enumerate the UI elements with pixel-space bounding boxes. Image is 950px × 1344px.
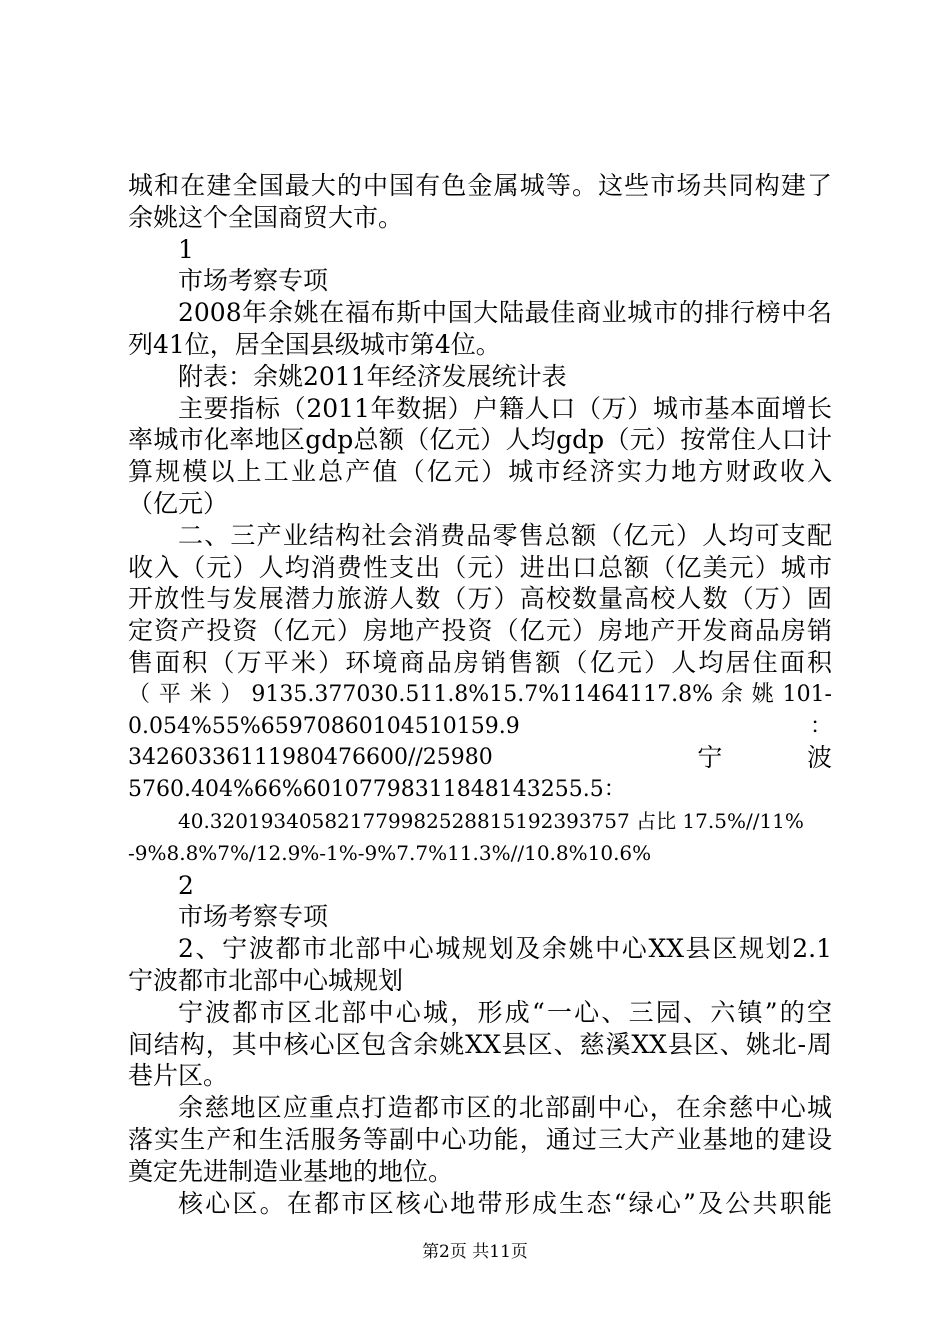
- text-line: 宁波都市区北部中心城，形成“一心、三园、六镇”的空: [178, 997, 832, 1027]
- data-line: 5760.404%66%60107798311848143255.5：: [128, 777, 626, 803]
- page-marker: 1: [178, 234, 194, 264]
- data-text: ：: [809, 713, 832, 739]
- text-line: 主要指标（2011年数据）户籍人口（万）城市基本面增长: [178, 393, 832, 423]
- data-text: 34260336111980476600//25980: [128, 745, 493, 771]
- page-marker: 2: [178, 870, 194, 900]
- section-header: 市场考察专项: [178, 902, 329, 932]
- data-line: 40.320193405821779982528815192393757 占比 17.5%//11%: [178, 808, 804, 833]
- text-line: 定资产投资（亿元）房地产投资（亿元）房地产开发商品房销: [128, 616, 832, 646]
- section-header: 市场考察专项: [178, 266, 329, 296]
- text-line: 宁波都市北部中心城规划: [128, 965, 404, 995]
- text-line: （亿元）: [128, 488, 229, 518]
- data-line: （ 平 米 ） 9135.377030.511.8%15.7%11464117.8% 余 姚 101-: [128, 681, 832, 707]
- text-line: 余姚这个全国商贸大市。: [128, 202, 404, 232]
- text-line: 收入（元）人均消费性支出（元）进出口总额（亿美元）城市: [128, 552, 832, 582]
- text-line: 列41位，居全国县级城市第4位。: [128, 329, 501, 359]
- data-line: -9%8.8%7%/12.9%-1%-9%7.7%11.3%//10.8%10.6%: [128, 840, 652, 865]
- text-line: 落实生产和生活服务等副中心功能，通过三大产业基地的建设: [128, 1124, 832, 1154]
- text-line: 巷片区。: [128, 1061, 229, 1091]
- text-line: 间结构，其中核心区包含余姚XX县区、慈溪XX县区、姚北-周: [128, 1029, 832, 1059]
- page-footer: 第2页 共11页: [422, 1242, 528, 1262]
- text-line: 奠定先进制造业基地的地位。: [128, 1156, 454, 1186]
- text-line: 城和在建全国最大的中国有色金属城等。这些市场共同构建了: [128, 171, 832, 200]
- text-line: 算规模以上工业总产值（亿元）城市经济实力地方财政收入: [128, 457, 832, 487]
- data-text: 波: [806, 743, 832, 773]
- text-line: 售面积（万平米）环境商品房销售额（亿元）人均居住面积: [128, 647, 832, 677]
- data-text: 0.054%55%65970860104510159.9: [128, 713, 520, 739]
- text-line: 开放性与发展潜力旅游人数（万）高校数量高校人数（万）固: [128, 584, 832, 614]
- data-line-row: [128, 742, 832, 774]
- text-line: 率城市化率地区gdp总额（亿元）人均gdp（元）按常住人口计: [128, 425, 832, 455]
- text-line: 余慈地区应重点打造都市区的北部副中心，在余慈中心城: [178, 1093, 832, 1123]
- data-line-row: [128, 711, 832, 743]
- text-line: 核心区。在都市区核心地带形成生态“绿心”及公共职能: [178, 1188, 832, 1218]
- text-line: 二、三产业结构社会消费品零售总额（亿元）人均可支配: [178, 520, 832, 550]
- table-caption: 附表：余姚2011年经济发展统计表: [178, 361, 567, 391]
- data-text: 宁: [697, 743, 723, 773]
- document-body: [128, 170, 832, 1219]
- text-line: 2008年余姚在福布斯中国大陆最佳商业城市的排行榜中名: [178, 298, 832, 328]
- text-line: 2、宁波都市北部中心城规划及余姚中心XX县区规划2.1: [178, 934, 832, 964]
